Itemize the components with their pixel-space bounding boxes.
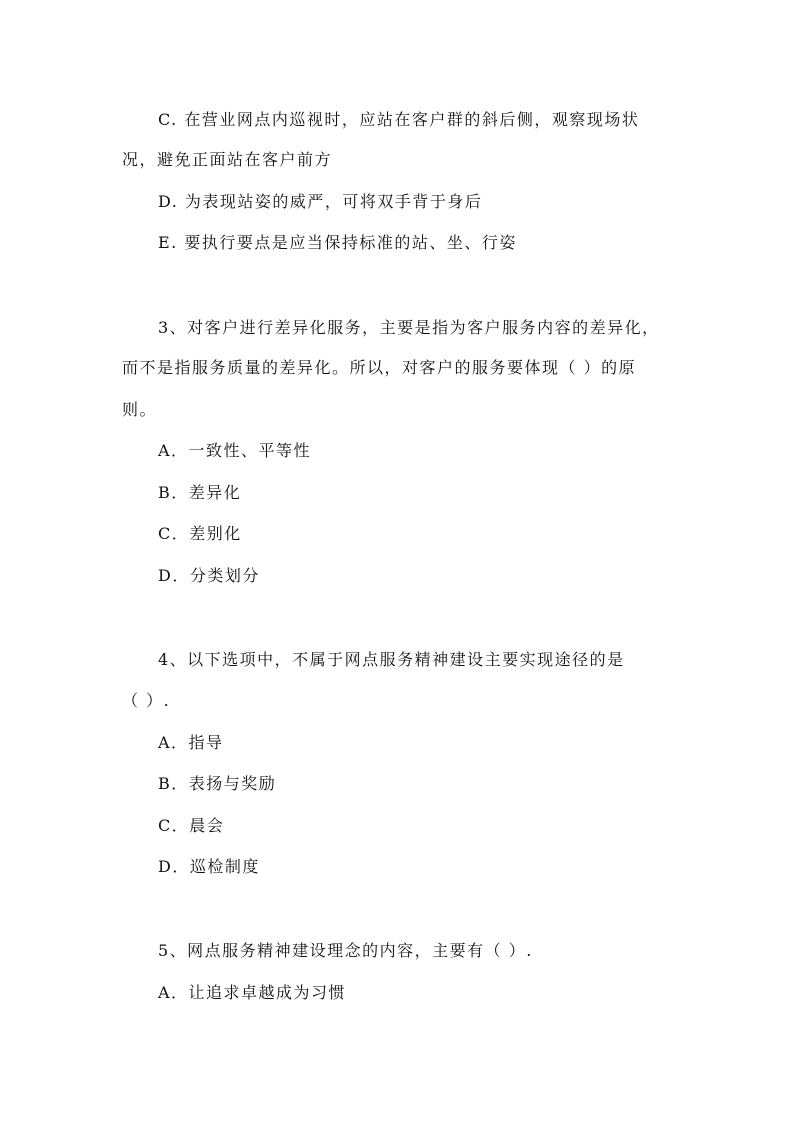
q2-option-c-line-2: 况，避免正面站在客户前方	[122, 150, 333, 169]
q3-option-d: D．分类划分	[158, 566, 260, 585]
q2-option-e: E. 要执行要点是应当保持标准的站、坐、行姿	[158, 233, 517, 252]
q4-option-c: C．晨会	[158, 816, 225, 835]
q3-option-b: B．差异化	[158, 483, 242, 502]
q3-stem-line-1: 3、对客户进行差异化服务，主要是指为客户服务内容的差异化，	[158, 318, 660, 337]
q4-stem-line-1: 4、以下选项中，不属于网点服务精神建设主要实现途径的是	[158, 650, 625, 669]
q4-option-a: A．指导	[158, 733, 224, 752]
q4-option-b: B．表扬与奖励	[158, 774, 277, 793]
q5-stem-line-1: 5、网点服务精神建设理念的内容，主要有（ ）.	[158, 941, 533, 960]
q4-stem-line-2: （ ）.	[122, 691, 171, 710]
q2-option-d: D. 为表现站姿的威严，可将双手背于身后	[158, 192, 483, 211]
q3-stem-line-3: 则。	[122, 400, 158, 419]
q3-option-a: A．一致性、平等性	[158, 441, 312, 460]
q2-option-c-line-1: C. 在营业网点内巡视时，应站在客户群的斜后侧，观察现场状	[158, 110, 640, 129]
q3-option-c: C．差别化	[158, 524, 242, 543]
q4-option-d: D．巡检制度	[158, 857, 260, 876]
q5-option-a: A．让追求卓越成为习惯	[158, 983, 347, 1002]
q3-stem-line-2: 而不是指服务质量的差异化。所以，对客户的服务要体现（ ）的原	[122, 358, 637, 377]
